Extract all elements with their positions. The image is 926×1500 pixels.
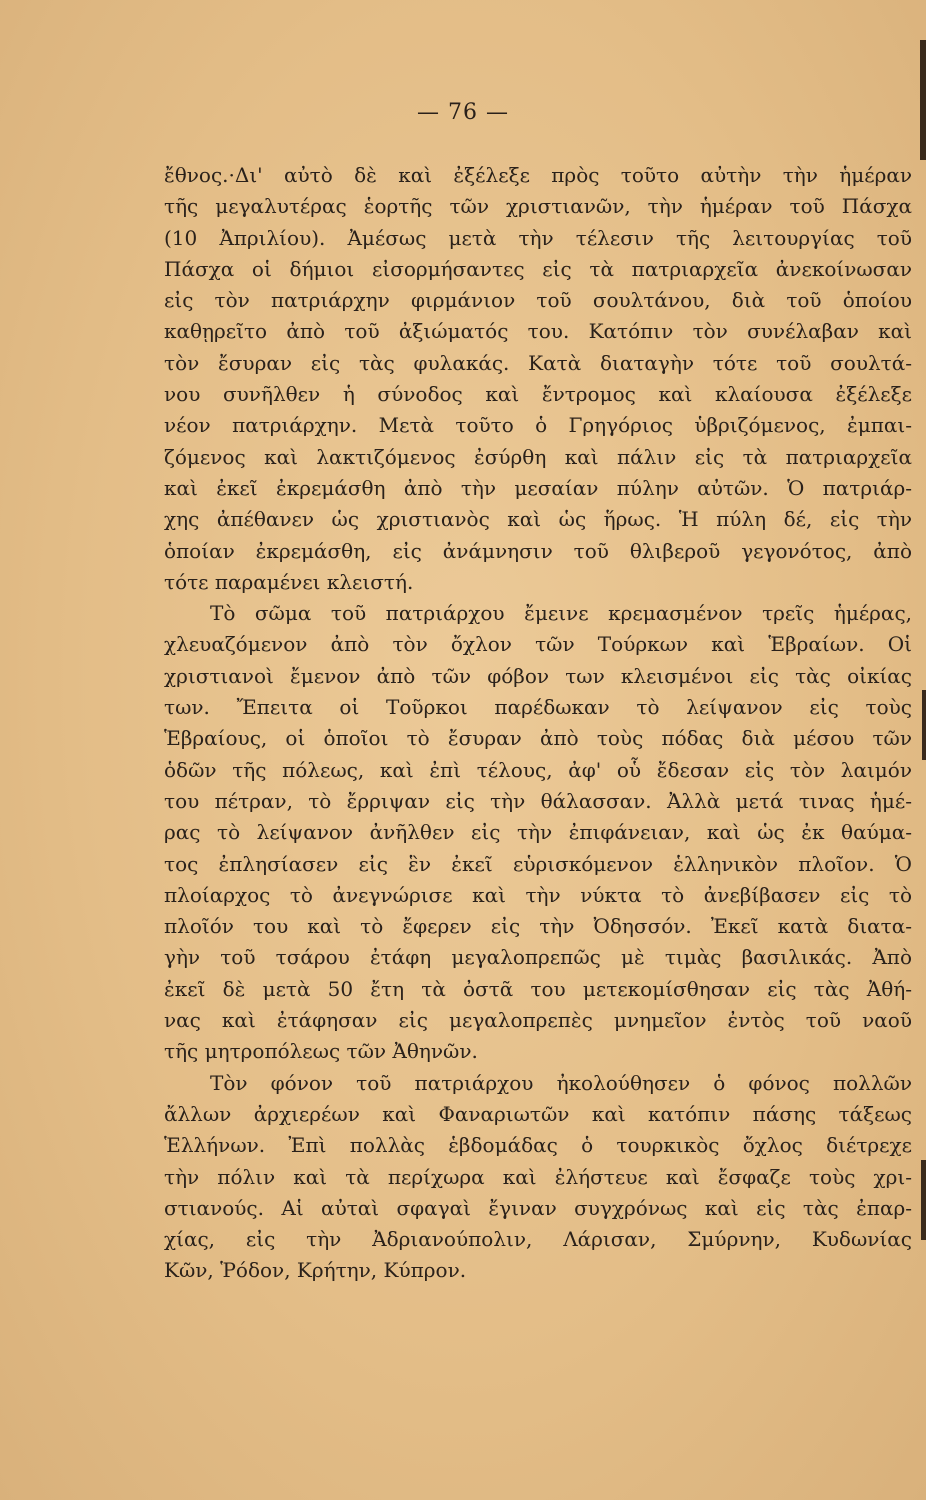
text-line: Ἑβραίους, οἱ ὁποῖοι τὸ ἔσυραν ἀπὸ τοὺς πόδας διὰ μέσου τῶν	[164, 726, 912, 751]
text-line: Κῶν, Ῥόδον, Κρήτην, Κύπρον.	[164, 1258, 467, 1283]
page-number: — 76 —	[417, 100, 509, 125]
text-line: του πέτραν, τὸ ἔρριψαν εἰς τὴν θάλασσαν. Ἀλλὰ μετά τινας ἡμέ-	[164, 788, 912, 813]
text-line: Τὸν φόνον τοῦ πατριάρχου ἠκολούθησεν ὁ φόνος πολλῶν	[210, 1070, 912, 1095]
text-line: Ἑλλήνων. Ἐπὶ πολλὰς ἑβδομάδας ὁ τουρκικὸς ὄχλος διέτρεχε	[164, 1133, 912, 1158]
text-line: καθῃρεῖτο ἀπὸ τοῦ ἀξιώματός του. Κατόπιν τὸν συνέλαβαν καὶ	[164, 319, 912, 344]
text-line: ὁποίαν ἐκρεμάσθη, εἰς ἀνάμνησιν τοῦ θλιβεροῦ γεγονότος, ἀπὸ	[164, 538, 912, 563]
text-line: τότε παραμένει κλειστή.	[164, 569, 414, 594]
paragraph	[164, 598, 912, 1067]
paragraph	[164, 160, 912, 598]
text-line: των. Ἔπειτα οἱ Τοῦρκοι παρέδωκαν τὸ λείψανον εἰς τοὺς	[164, 695, 912, 720]
page-edge-shadow	[922, 690, 926, 760]
text-line: τος ἐπλησίασεν εἰς ἓν ἐκεῖ εὑρισκόμενον ἑλληνικὸν πλοῖον. Ὁ	[164, 851, 912, 876]
text-line: χλευαζόμενον ἀπὸ τὸν ὄχλον τῶν Τούρκων καὶ Ἑβραίων. Οἱ	[164, 632, 912, 657]
text-line: γὴν τοῦ τσάρου ἐτάφη μεγαλοπρεπῶς μὲ τιμὰς βασιλικάς. Ἀπὸ	[164, 945, 912, 970]
text-line: ρας τὸ λείψανον ἀνῆλθεν εἰς τὴν ἐπιφάνειαν, καὶ ὡς ἐκ θαύμα-	[164, 820, 912, 845]
text-line: καὶ ἐκεῖ ἐκρεμάσθη ἀπὸ τὴν μεσαίαν πύλην αὐτῶν. Ὁ πατριάρ-	[164, 475, 912, 500]
text-line: τὸν ἔσυραν εἰς τὰς φυλακάς. Κατὰ διαταγὴν τότε τοῦ σουλτά-	[164, 350, 912, 375]
text-line: τῆς μεγαλυτέρας ἑορτῆς τῶν χριστιανῶν, τὴν ἡμέραν τοῦ Πάσχα	[164, 194, 912, 219]
text-line: νέον πατριάρχην. Μετὰ τοῦτο ὁ Γρηγόριος ὑβριζόμενος, ἐμπαι-	[164, 413, 912, 438]
text-line: (10 Ἀπριλίου). Ἀμέσως μετὰ τὴν τέλεσιν τῆς λειτουργίας τοῦ	[164, 225, 912, 250]
text-line: πλοίαρχος τὸ ἀνεγνώρισε καὶ τὴν νύκτα τὸ ἀνεβίβασεν εἰς τὸ	[164, 882, 912, 907]
text-line: στιανούς. Αἱ αὐταὶ σφαγαὶ ἔγιναν συγχρόνως καὶ εἰς τὰς ἐπαρ-	[164, 1195, 912, 1220]
text-line: τὴν πόλιν καὶ τὰ περίχωρα καὶ ἐλήστευε καὶ ἔσφαζε τοὺς χρι-	[164, 1164, 912, 1189]
text-line: ζόμενος καὶ λακτιζόμενος ἐσύρθη καὶ πάλιν εἰς τὰ πατριαρχεῖα	[164, 444, 912, 469]
text-line: χης ἀπέθανεν ὡς χριστιανὸς καὶ ὡς ἥρως. Ἡ πύλη δέ, εἰς τὴν	[164, 507, 912, 532]
text-line: ἐκεῖ δὲ μετὰ 50 ἔτη τὰ ὀστᾶ του μετεκομίσθησαν εἰς τὰς Ἀθή-	[164, 976, 912, 1001]
page-edge-shadow	[921, 1160, 926, 1240]
text-line: πλοῖόν του καὶ τὸ ἔφερεν εἰς τὴν Ὀδησσόν. Ἐκεῖ κατὰ διατα-	[164, 914, 912, 939]
text-line: ἔθνος.·Δι' αὐτὸ δὲ καὶ ἐξέλεξε πρὸς τοῦτο αὐτὴν τὴν ἡμέραν	[164, 163, 912, 187]
paragraph	[164, 1068, 912, 1287]
text-line: ὁδῶν τῆς πόλεως, καὶ ἐπὶ τέλους, ἀφ' οὗ ἔδεσαν εἰς τὸν λαιμόν	[164, 757, 912, 782]
text-line: εἰς τὸν πατριάρχην φιρμάνιον τοῦ σουλτάνου, διὰ τοῦ ὁποίου	[164, 288, 912, 313]
text-line: νου συνῆλθεν ἡ σύνοδος καὶ ἔντρομος καὶ κλαίουσα ἐξέλεξε	[164, 382, 912, 407]
body-text	[164, 160, 912, 1287]
text-line: νας καὶ ἐτάφησαν εἰς μεγαλοπρεπὲς μνημεῖον ἐντὸς τοῦ ναοῦ	[164, 1008, 912, 1033]
text-line: τῆς μητροπόλεως τῶν Ἀθηνῶν.	[164, 1039, 478, 1064]
text-line: χριστιανοὶ ἔμενον ἀπὸ τῶν φόβον των κλεισμένοι εἰς τὰς οἰκίας	[164, 663, 912, 688]
text-line: Τὸ σῶμα τοῦ πατριάρχου ἔμεινε κρεμασμένον τρεῖς ἡμέρας,	[210, 601, 912, 626]
text-line: χίας, εἰς τὴν Ἀδριανούπολιν, Λάρισαν, Σμύρνην, Κυδωνίας	[164, 1227, 912, 1252]
text-line: Πάσχα οἱ δήμιοι εἰσορμήσαντες εἰς τὰ πατριαρχεῖα ἀνεκοίνωσαν	[164, 256, 912, 281]
text-line: ἄλλων ἀρχιερέων καὶ Φαναριωτῶν καὶ κατόπιν πάσης τάξεως	[164, 1101, 912, 1126]
